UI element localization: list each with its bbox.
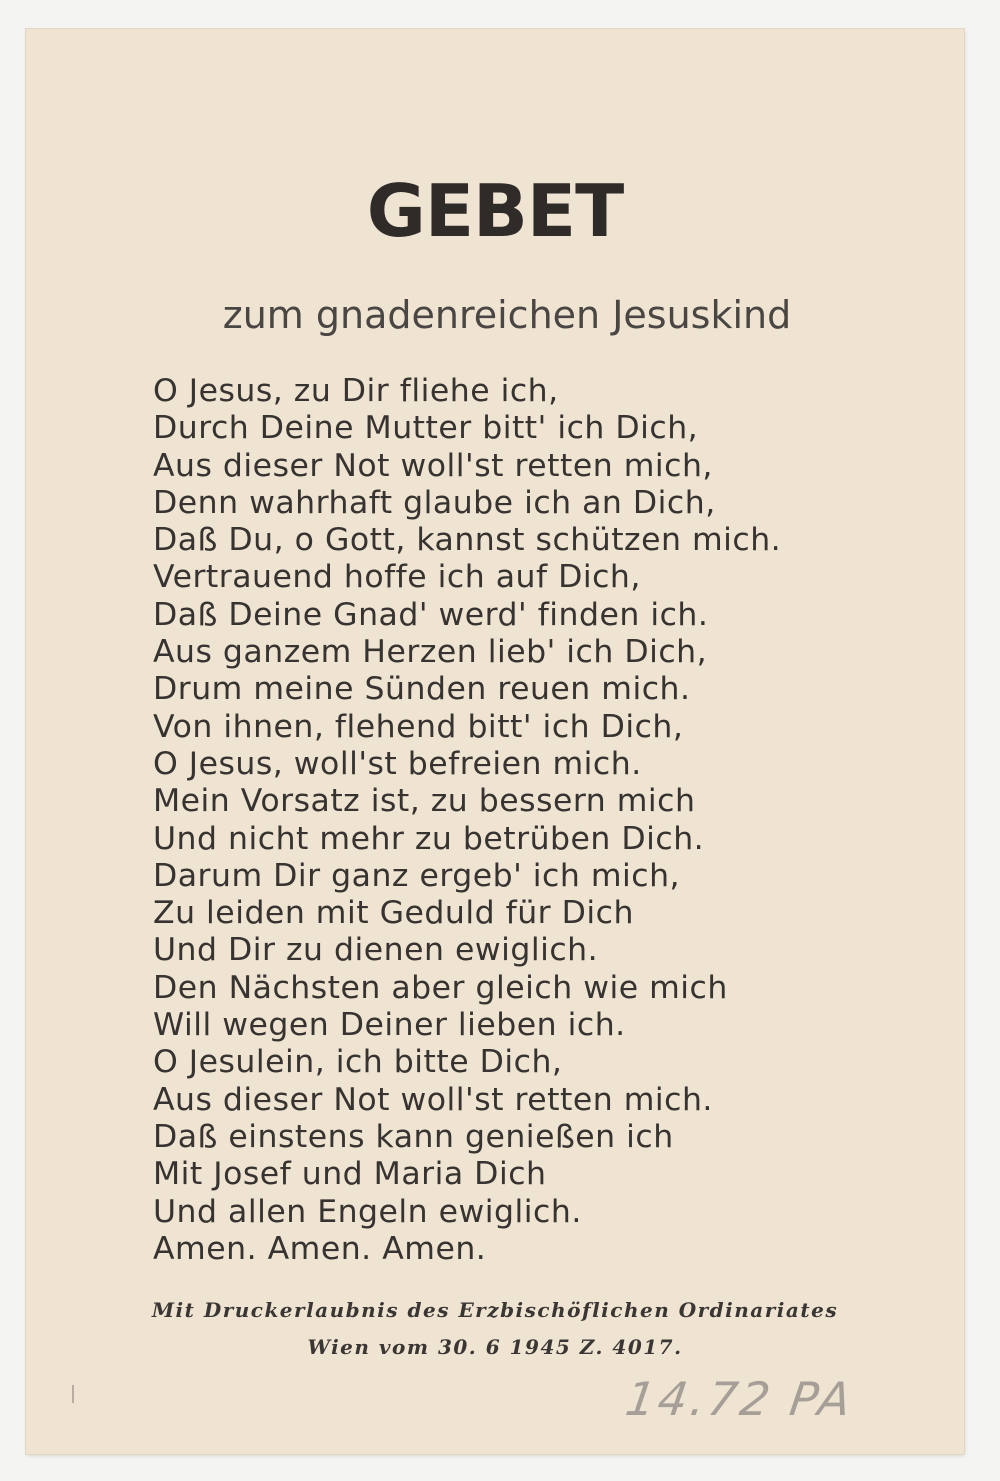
verse-line: O Jesulein, ich bitte Dich, (153, 1044, 563, 1081)
pencil-catalog-note: 14.72 PA (622, 1372, 858, 1426)
verse-line: O Jesus, woll'st befreien mich. (153, 745, 642, 782)
imprimatur-line-1: Mit Druckerlaubnis des Erzbischöflichen Ordinariates (151, 1298, 839, 1322)
verse-line: Mein Vorsatz ist, zu bessern mich (153, 783, 696, 820)
page-title: GEBET (366, 169, 624, 253)
verse-line: Und nicht mehr zu betrüben Dich. (153, 820, 705, 857)
verse-line: Daß Du, o Gott, kannst schützen mich. (153, 522, 782, 559)
verse-line: Aus dieser Not woll'st retten mich, (153, 447, 713, 484)
verse-line: Aus dieser Not woll'st retten mich. (153, 1081, 713, 1118)
verse-line: Von ihnen, flehend bitt' ich Dich, (153, 708, 684, 745)
verse-line: Amen. Amen. Amen. (153, 1230, 487, 1267)
verse-line: Mit Josef und Maria Dich (153, 1156, 547, 1193)
verse-line: Und Dir zu dienen ewiglich. (153, 932, 599, 969)
verse-line: O Jesus, zu Dir fliehe ich, (153, 373, 559, 409)
verse-line: Drum meine Sünden reuen mich. (153, 671, 691, 708)
verse-line: Zu leiden mit Geduld für Dich (153, 895, 634, 932)
verse-line: Denn wahrhaft glaube ich an Dich, (153, 484, 716, 521)
verse-line: Vertrauend hoffe ich auf Dich, (153, 559, 641, 596)
prayer-verse (153, 373, 913, 1268)
verse-line: Darum Dir ganz ergeb' ich mich, (153, 857, 681, 894)
verse-line: Den Nächsten aber gleich wie mich (153, 969, 728, 1006)
verse-line: Daß einstens kann genießen ich (153, 1118, 674, 1155)
verse-line: Will wegen Deiner lieben ich. (153, 1007, 626, 1044)
verse-line: Daß Deine Gnad' werd' finden ich. (153, 596, 709, 633)
verse-line: Und allen Engeln ewiglich. (153, 1193, 582, 1230)
page-subtitle: zum gnadenreichen Jesuskind (222, 293, 792, 337)
paper-mark (72, 1385, 74, 1403)
prayer-card (26, 29, 964, 1454)
verse-line: Durch Deine Mutter bitt' ich Dich, (153, 410, 699, 447)
imprimatur-line-2: Wien vom 30. 6 1945 Z. 4017. (307, 1335, 683, 1359)
verse-line: Aus ganzem Herzen lieb' ich Dich, (153, 634, 708, 671)
